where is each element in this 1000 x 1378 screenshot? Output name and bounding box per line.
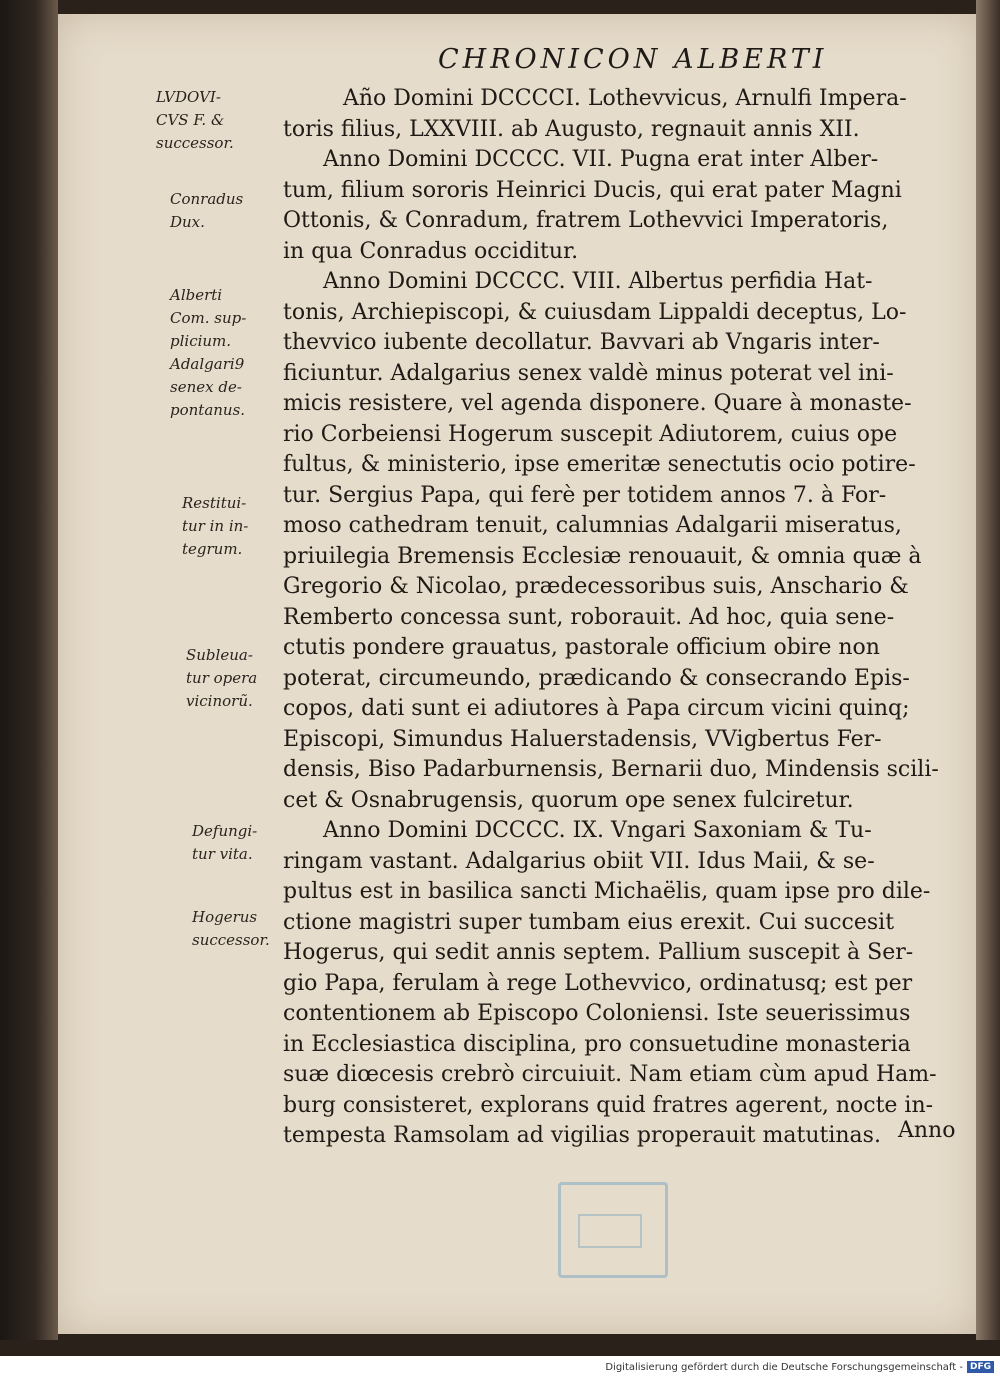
- catchword: Anno: [898, 1118, 956, 1143]
- text-line: moso cathedram tenuit, calumnias Adalgarii miseratus,: [283, 513, 902, 538]
- text-line: tempesta Ramsolam ad vigilias properauit matutinas.: [283, 1123, 881, 1148]
- library-stamp-inner: [578, 1214, 642, 1248]
- running-head: CHRONICON ALBERTI: [438, 44, 828, 75]
- text-line: ficiuntur. Adalgarius senex valdè minus poterat vel ini-: [283, 360, 894, 386]
- text-line: burg consisteret, explorans quid fratres agerent, nocte in-: [283, 1092, 934, 1118]
- text-line: fultus, & ministerio, ipse emeritæ senectutis ocio potire-: [283, 452, 916, 477]
- text-line: Anno Domini DCCCC. VII. Pugna erat inter Alber-: [323, 147, 879, 172]
- text-line: Año Domini DCCCCI. Lothevvicus, Arnulfi Impera-: [343, 86, 907, 111]
- text-line: contentionem ab Episcopo Coloniensi. Iste seuerissimus: [283, 1001, 911, 1026]
- text-line: tur. Sergius Papa, qui ferè per totidem annos 7. à For-: [283, 482, 887, 508]
- margin-note: Hogerus successor.: [192, 908, 270, 949]
- text-line: cet & Osnabrugensis, quorum ope senex fulciretur.: [283, 787, 854, 813]
- text-line: Anno Domini DCCCC. IX. Vngari Saxoniam & Tu-: [323, 818, 872, 843]
- text-line: micis resistere, vel agenda disponere. Quare à monaste-: [283, 391, 912, 416]
- text-line: Hogerus, qui sedit annis septem. Pallium suscepit à Ser-: [283, 940, 914, 965]
- text-line: ctutis pondere grauatus, pastorale officium obire non: [283, 635, 880, 660]
- text-line: Gregorio & Nicolao, prædecessoribus suis, Anschario &: [283, 574, 909, 599]
- margin-note: Subleua- tur opera vicinorũ.: [186, 646, 258, 710]
- text-line: Ottonis, & Conradum, fratrem Lothevvici Imperatoris,: [283, 208, 889, 233]
- text-line: priuilegia Bremensis Ecclesiæ renouauit, & omnia quæ à: [283, 543, 922, 569]
- dfg-logo: DFG: [967, 1361, 994, 1373]
- margin-note: Conradus Dux.: [170, 190, 244, 231]
- text-line: Episcopi, Simundus Haluerstadensis, VVigbertus Fer-: [283, 726, 882, 752]
- page: [58, 14, 976, 1334]
- text-line: in qua Conradus occiditur.: [283, 238, 579, 264]
- margin-note: Alberti Com. sup- plicium. Adalgari9 senex de- pontanus.: [170, 286, 247, 419]
- body-text: [283, 84, 973, 1152]
- margin-note: Restitui- tur in in- tegrum.: [182, 494, 249, 558]
- text-line: suæ diœcesis crebrò circuiuit. Nam etiam cùm apud Ham-: [283, 1062, 937, 1087]
- text-line: toris filius, LXXVIII. ab Augusto, regnauit annis XII.: [283, 116, 860, 142]
- text-line: copos, dati sunt ei adiutores à Papa circum vicini quinq;: [283, 696, 910, 721]
- text-line: ringam vastant. Adalgarius obiit VII. Idus Maii, & se-: [283, 848, 875, 874]
- text-line: tum, filium sororis Heinrici Ducis, qui erat pater Magni: [283, 177, 902, 203]
- footer-text: Digitalisierung gefördert durch die Deutsche Forschungsgemeinschaft -: [605, 1361, 963, 1373]
- text-line: ctione magistri super tumbam eius erexit. Cui succesit: [283, 909, 895, 935]
- digitization-footer: [0, 1356, 1000, 1378]
- margin-note: LVDOVI- CVS F. & successor.: [156, 88, 234, 152]
- margin-note: Defungi- tur vita.: [192, 822, 258, 863]
- book-edge-right: [976, 0, 1000, 1340]
- text-line: Remberto concessa sunt, roborauit. Ad hoc, quia sene-: [283, 604, 895, 630]
- text-line: gio Papa, ferulam à rege Lothevvico, ordinatusq; est per: [283, 970, 913, 996]
- text-line: rio Corbeiensi Hogerum suscepit Adiutorem, cuius ope: [283, 421, 898, 447]
- text-line: Anno Domini DCCCC. VIII. Albertus perfidia Hat-: [323, 269, 873, 294]
- text-line: poterat, circumeundo, prædicando & consecrando Epis-: [283, 665, 910, 691]
- text-line: pultus est in basilica sancti Michaëlis, quam ipse pro dile-: [283, 879, 931, 904]
- book-gutter-left: [0, 0, 58, 1340]
- text-line: thevvico iubente decollatur. Bavvari ab Vngaris inter-: [283, 330, 880, 355]
- text-line: tonis, Archiepiscopi, & cuiusdam Lippaldi deceptus, Lo-: [283, 299, 907, 325]
- text-line: densis, Biso Padarburnensis, Bernarii duo, Mindensis scili-: [283, 757, 939, 782]
- text-line: in Ecclesiastica disciplina, pro consuetudine monasteria: [283, 1031, 911, 1057]
